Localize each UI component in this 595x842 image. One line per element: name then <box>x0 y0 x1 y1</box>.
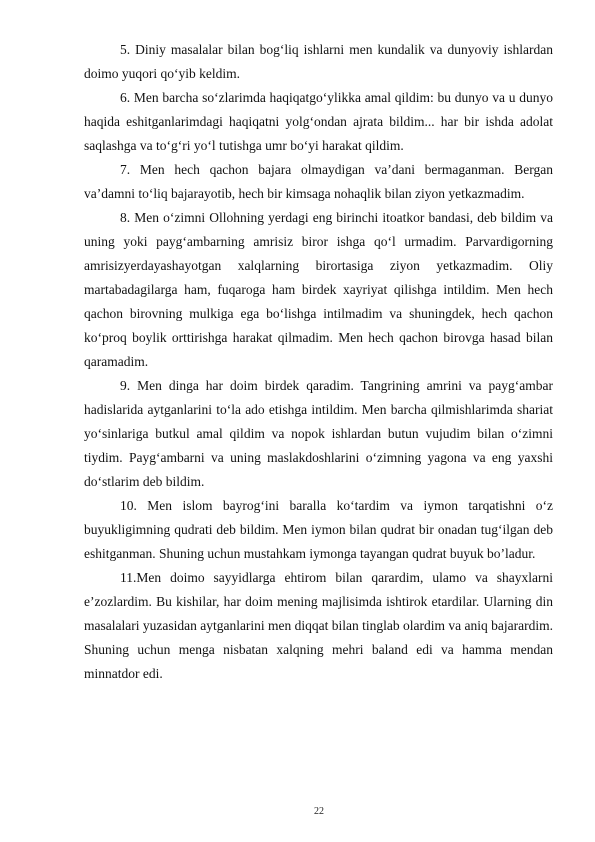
paragraph-8: 8. Men o‘zimni Ollohning yerdagi eng birinchi itoatkor bandasi, deb bildim va uning yoki payg‘ambarning amrisiz biror ishga qo‘l urmadim. Parvardigorning amrisizyerdayashayotgan xalqlarning birortasiga ziyon yetkazmadim. Oliy martabadagilarga ham, fuqaroga ham birdek xayriyat qilishga intildim. Men hech qachon birovning mulkiga ega bo‘lishga intilmadim va shuningdek, hech qachon ko‘proq boylik orttirishga harakat qilmadim. Men hech qachon birovga hasad bilan qaramadim. <box>84 210 553 369</box>
paragraph-10: 10. Men islom bayrog‘ini baralla ko‘tardim va iymon tarqatishni o‘z buyukligimning qudrati deb bildim. Men iymon bilan qudrat bir onadan tug‘ilgan deb eshitganman. Shuning uchun mustahkam iymonga tayangan qudrat buyuk bo’ladur. <box>84 498 553 561</box>
page-number: 22 <box>314 806 324 817</box>
paragraph-9: 9. Men dinga har doim birdek qaradim. Tangrining amrini va payg‘ambar hadislarida aytganlarini to‘la ado etishga intildim. Men barcha qilmishlarimda shariat yo‘sinlariga butkul amal qildim va nopok ishlardan butun vujudim bilan o‘zimni tiydim. Payg‘ambarni va uning maslakdoshlarini o‘zimning yagona va eng yaxshi do‘stlarim deb bildim. <box>84 378 553 489</box>
paragraph-11: 11.Men doimo sayyidlarga ehtirom bilan qarardim, ulamo va shayxlarni e’zozlardim. Bu kishilar, har doim mening majlisimda ishtirok etardilar. Ularning din masalalari yuzasidan aytganlarini men diqqat bilan tinglab olardim va aniq bajarardim. Shuning uchun menga nisbatan xalqning mehri baland edi va hamma mendan minnatdor edi. <box>84 570 553 681</box>
paragraph-7: 7. Men hech qachon bajara olmaydigan va’dani bermaganman. Bergan va’damni to‘liq bajarayotib, hech bir kimsaga nohaqlik bilan ziyon yetkazmadim. <box>84 162 553 201</box>
paragraph-6: 6. Men barcha so‘zlarimda haqiqatgo‘ylikka amal qildim: bu dunyo va u dunyo haqida eshitganlarimdagi haqiqatni yolg‘ondan ajrata bildim... har bir ishda adolat saqlashga va to‘g‘ri yo‘l tutishga umr bo‘yi harakat qildim. <box>84 90 553 153</box>
document-body <box>84 38 553 686</box>
paragraph-5: 5. Diniy masalalar bilan bog‘liq ishlarni men kundalik va dunyoviy ishlardan doimo yuqori qo‘yib keldim. <box>84 42 553 81</box>
